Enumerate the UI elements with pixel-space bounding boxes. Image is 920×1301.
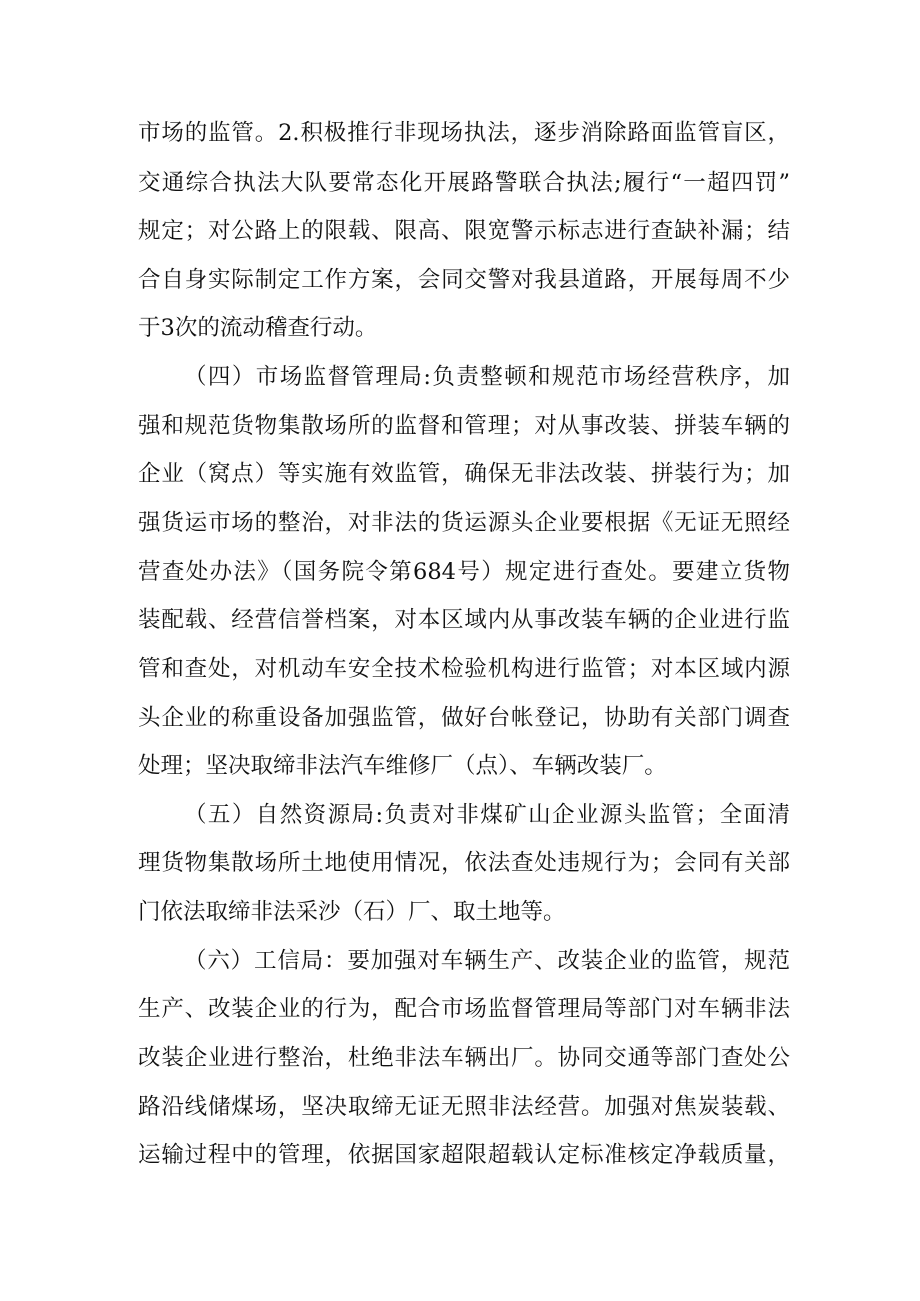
text-line: 企业（窝点）等实施有效监管，确保无非法改装、拼装行为；加 (138, 461, 790, 487)
text-line: 头企业的称重设备加强监管，做好台帐登记，协助有关部门调查 (138, 705, 790, 731)
text-line: 于3次的流动稽查行动。 (138, 315, 378, 341)
text-line: 处理；坚决取缔非法汽车维修厂（点）、车辆改装厂。 (138, 753, 667, 779)
text-line: 交通综合执法大队要常态化开展路警联合执法;履行“一超四罚” (138, 170, 790, 196)
text-line: 理货物集散场所土地使用情况，依法查处违规行为；会同有关部 (138, 850, 790, 876)
text-line: 装配载、经营信誉档案，对本区域内从事改装车辆的企业进行监 (138, 607, 790, 633)
paragraph-heading-line: （五）自然资源局:负责对非煤矿山企业源头监管；全面清 (184, 802, 790, 828)
paragraph-heading-line: （四）市场监督管理局:负责整顿和规范市场经营秩序，加 (184, 364, 790, 390)
text-line: 合自身实际制定工作方案，会同交警对我县道路，开展每周不少 (138, 267, 790, 293)
text-line: 营查处办法》（国务院令第684号）规定进行查处。要建立货物 (138, 559, 790, 585)
text-line: 门依法取缔非法采沙（石）厂、取土地等。 (138, 899, 566, 925)
text-line: 强和规范货物集散场所的监督和管理；对从事改装、拼装车辆的 (138, 413, 790, 439)
text-line: 改装企业进行整治，杜绝非法车辆出厂。协同交通等部门查处公 (138, 1045, 790, 1071)
text-line: 运输过程中的管理，依据国家超限超载认定标准核定净载质量， (138, 1142, 790, 1168)
text-line: 规定；对公路上的限载、限高、限宽警示标志进行查缺补漏；结 (138, 218, 790, 244)
paragraph-heading-line: （六）工信局：要加强对车辆生产、改装企业的监管，规范 (184, 948, 790, 974)
text-line: 管和查处，对机动车安全技术检验机构进行监管；对本区域内源 (138, 656, 790, 682)
text-line: 强货运市场的整治，对非法的货运源头企业要根据《无证无照经 (138, 510, 790, 536)
text-line: 市场的监管。2.积极推行非现场执法，逐步消除路面监管盲区， (138, 120, 790, 146)
text-line: 路沿线储煤场，坚决取缔无证无照非法经营。加强对焦炭装载、 (138, 1094, 790, 1120)
text-line: 生产、改装企业的行为，配合市场监督管理局等部门对车辆非法 (138, 996, 790, 1022)
